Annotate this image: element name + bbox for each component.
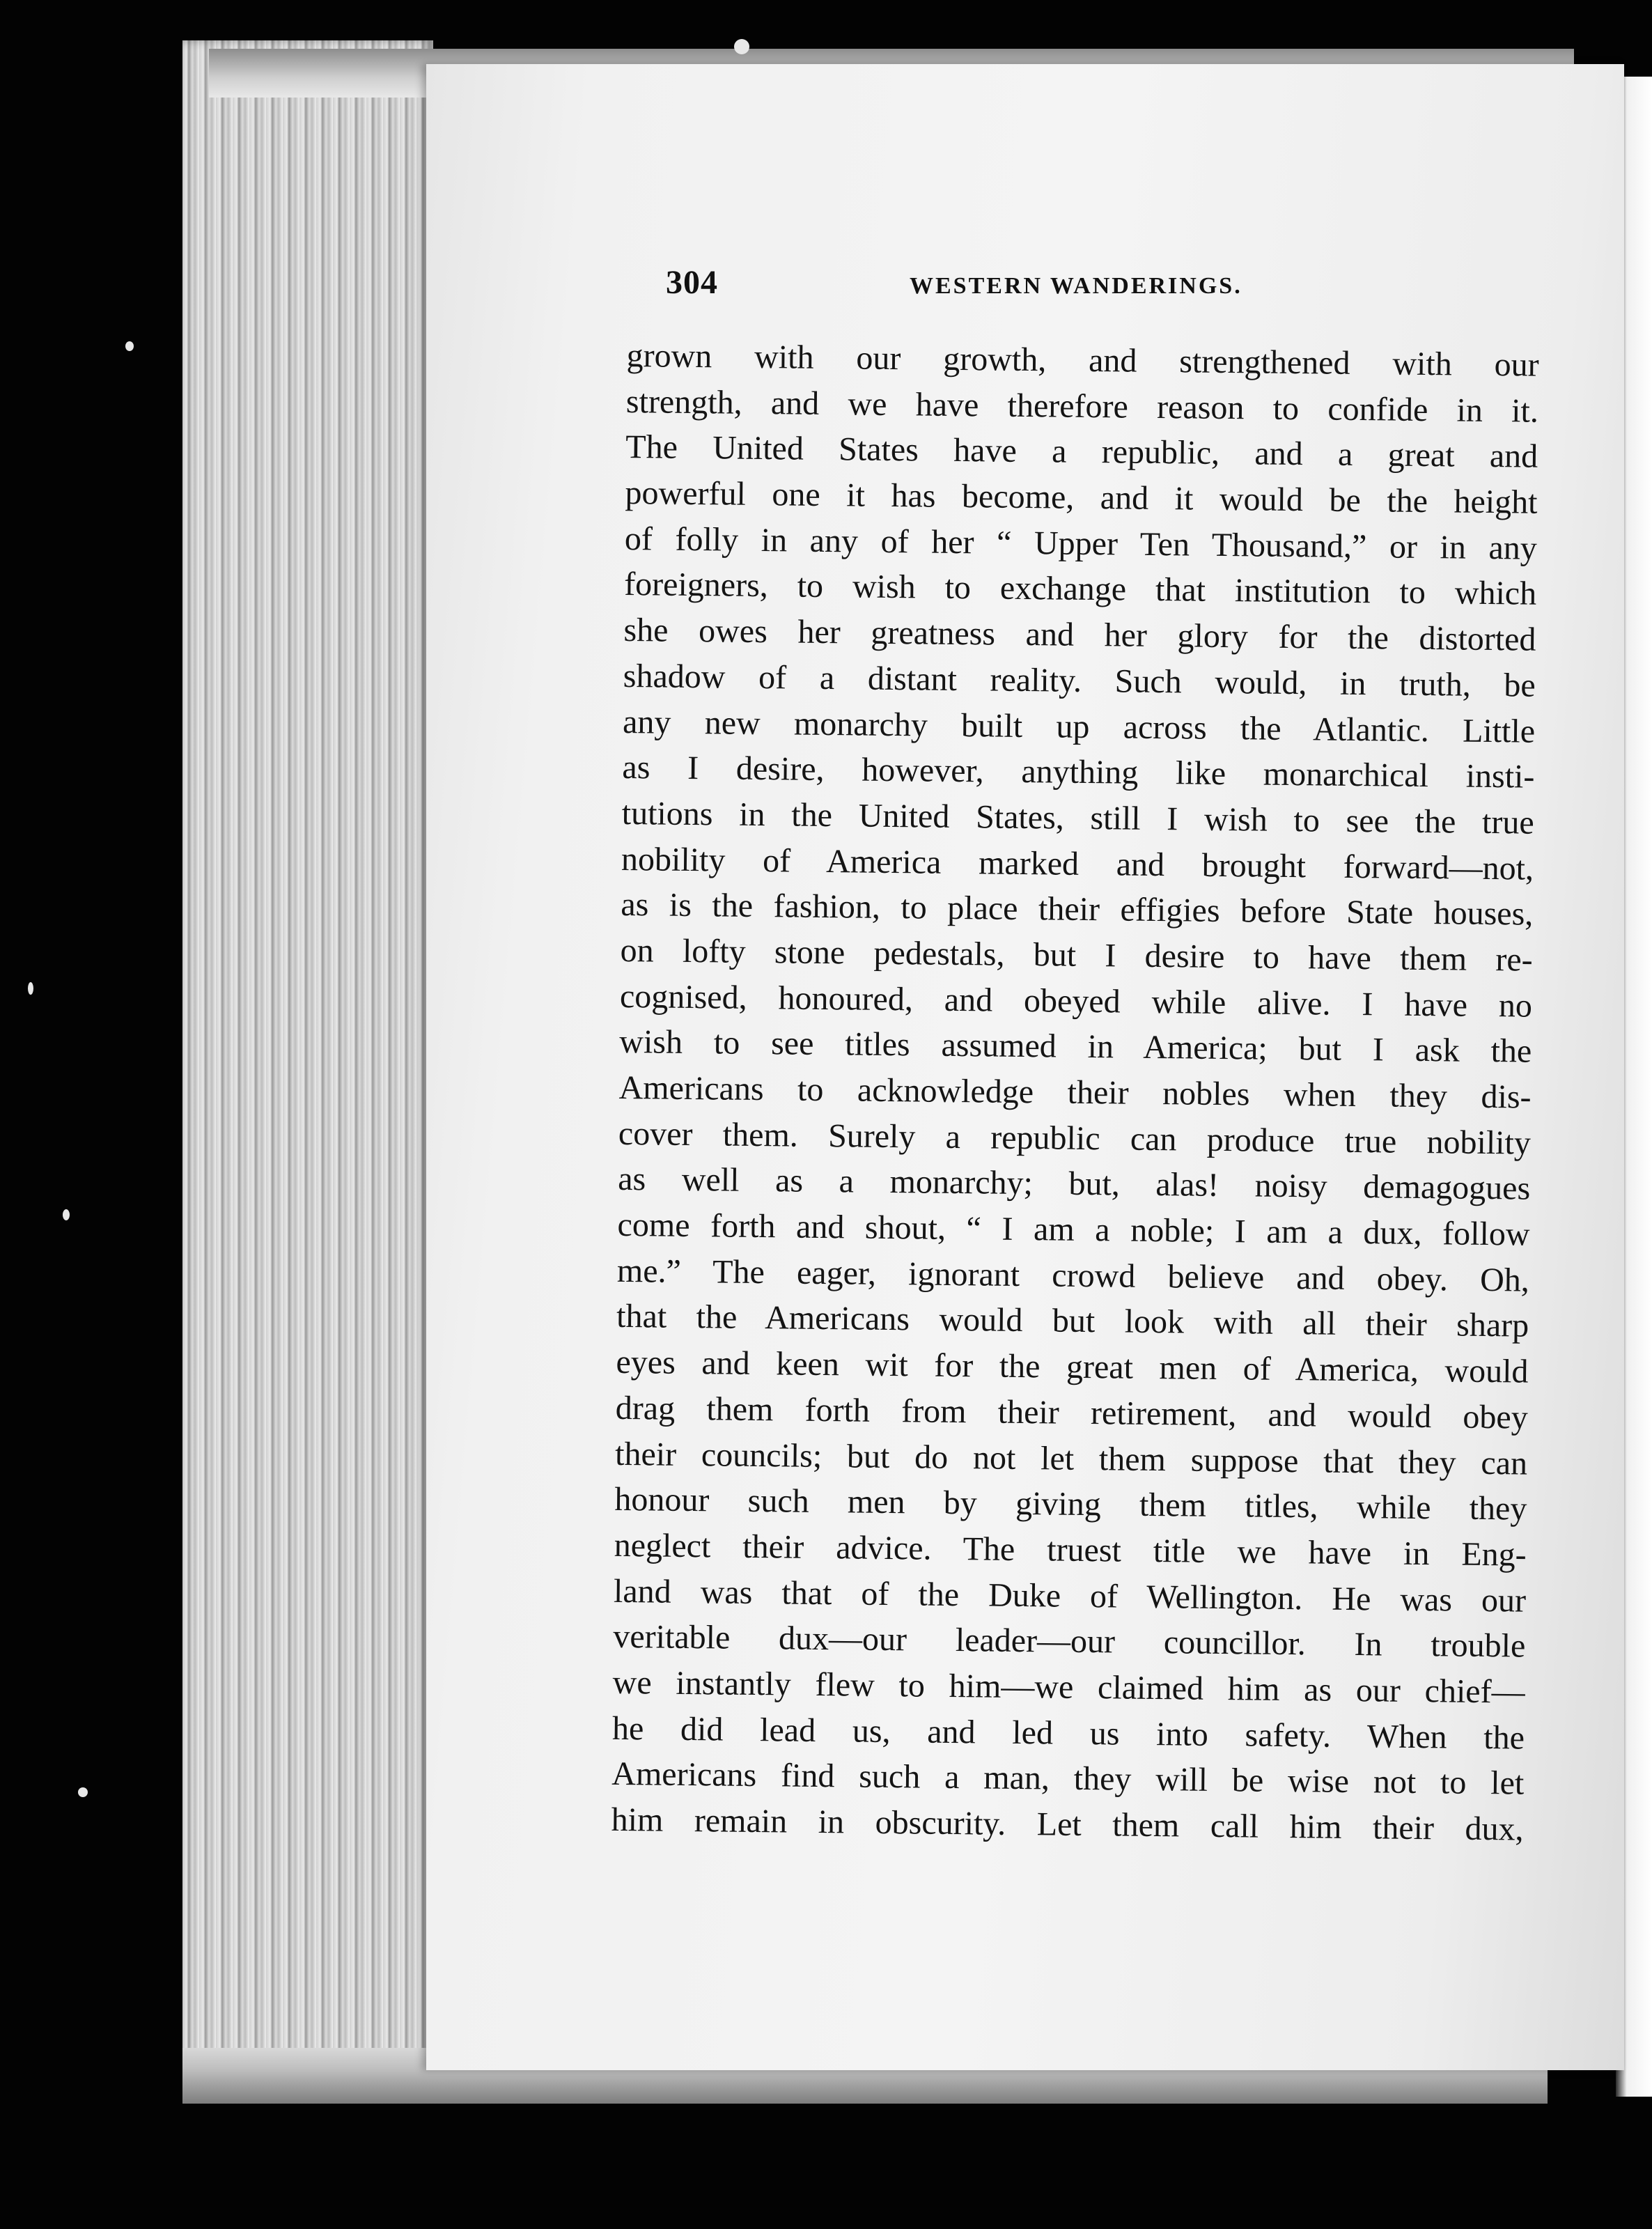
text-line: shadow of a distant reality. Such would, in truth, be [623,657,1536,704]
text-line: strength, and we have therefore reason to confide in it. [625,382,1539,430]
text-line: of folly in any of her “ Upper Ten Thousand,” or in any [624,520,1538,567]
text-line: nobility of America marked and brought forward—not, [621,840,1534,887]
body-text [611,333,1539,1852]
text-line: tutions in the United States, still I wish to see the true [621,794,1534,841]
text-line: drag them forth from their retirement, and would obey [615,1389,1529,1436]
text-line: powerful one it has become, and it would be the height [625,474,1538,521]
text-line: foreigners, to wish to exchange that institution to which [623,566,1537,613]
text-line: land was that of the Duke of Wellington. He was our [613,1572,1527,1620]
text-line: he did lead us, and led us into safety. When the [611,1709,1525,1757]
book-page-edges-left [182,40,433,2102]
page-header [666,263,1509,305]
text-line: veritable dux—our leader—our councillor. In trouble [613,1618,1526,1665]
text-line: cognised, honoured, and obeyed while alive. I have no [619,977,1533,1025]
text-line: that the Americans would but look with all their sharp [616,1298,1529,1345]
text-line: him remain in obscurity. Let them call him their dux, [611,1801,1524,1848]
text-line: wish to see titles assumed in America; but I ask the [619,1023,1532,1070]
text-line: honour such men by giving them titles, while they [614,1481,1527,1528]
text-line: The United States have a republic, and a great and [625,428,1538,476]
text-line: on lofty stone pedestals, but I desire to have them re- [620,931,1533,979]
text-line: any new monarchy built up across the Atlantic. Little [622,703,1536,750]
text-line: as is the fashion, to place their effigies before State houses, [621,886,1534,933]
text-line: me.” The eager, ignorant crowd believe and obey. Oh, [616,1252,1530,1299]
text-line: as well as a monarchy; but, alas! noisy demagogues [618,1160,1531,1208]
text-line: cover them. Surely a republic can produce true nobility [618,1114,1532,1162]
text-line: she owes her greatness and her glory for the distorted [623,612,1536,658]
text-line: grown with our growth, and strengthened with our [626,336,1539,384]
page-number: 304 [666,264,718,301]
text-line: Americans to acknowledge their nobles when they dis- [618,1069,1532,1116]
text-line: we instantly flew to him—we claimed him as our chief— [612,1663,1525,1711]
text-line: Americans find such a man, they will be wise not to let [611,1755,1525,1802]
text-line: neglect their advice. The truest title we have in Eng- [614,1526,1527,1574]
text-line: come forth and shout, “ I am a noble; I am a dux, follow [617,1206,1530,1253]
running-title: WESTERN WANDERINGS. [910,273,1242,299]
text-line: eyes and keen wit for the great men of America, would [616,1344,1529,1390]
text-line: their councils; but do not let them suppose that they can [614,1435,1528,1482]
text-line: as I desire, however, anything like monarchical insti- [622,749,1535,795]
